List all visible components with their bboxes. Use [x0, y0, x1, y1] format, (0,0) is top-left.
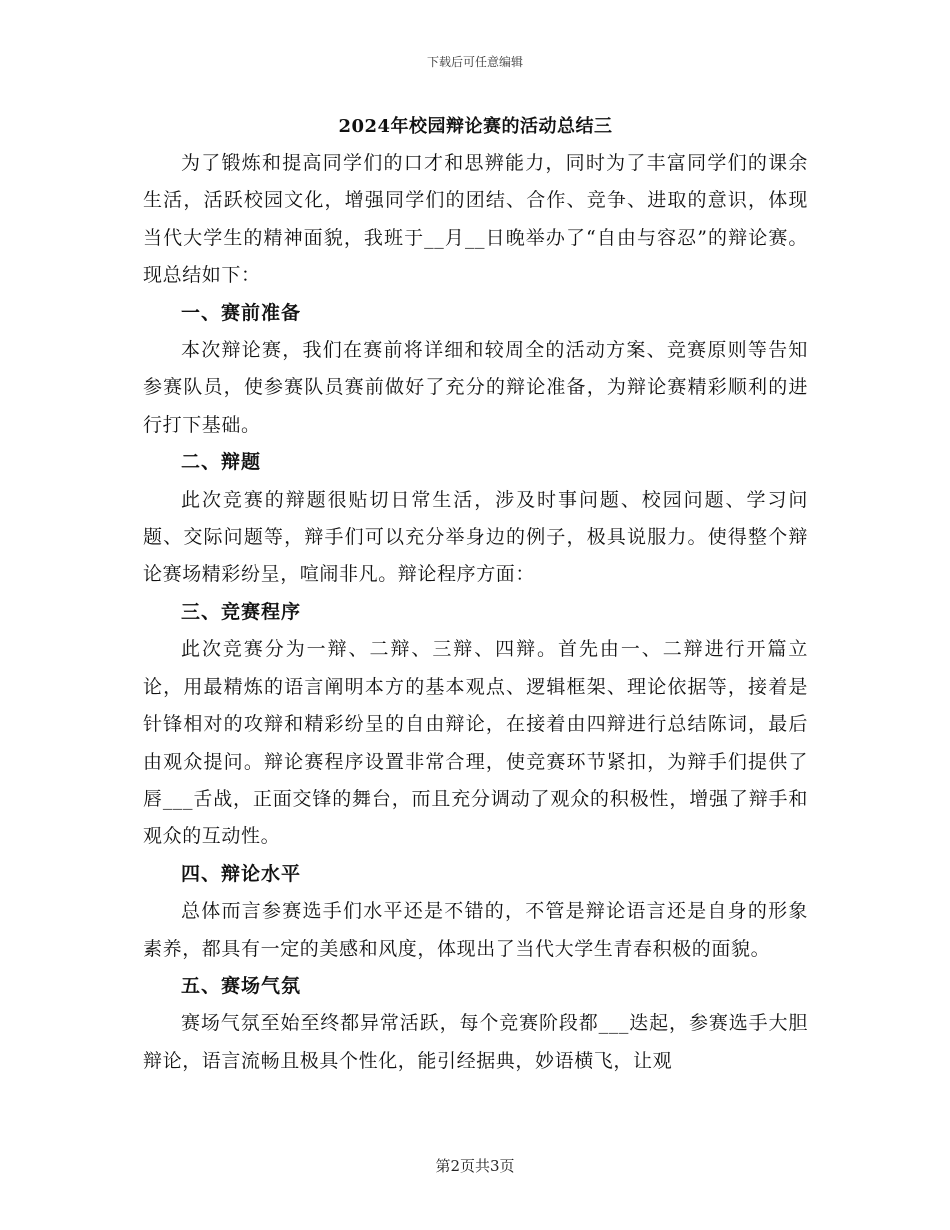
- section-heading-procedure: 三、竞赛程序: [181, 600, 302, 623]
- intro-paragraph: 为了锻炼和提高同学们的口才和思辨能力，同时为了丰富同学们的课余生活，活跃校园文化，增强同学们的团结、合作、竞争、进取的意识，体现当代大学生的精神面貌，我班于__月__日晚举办了“自由与容忍”的辩论赛。现总结如下：: [143, 152, 808, 287]
- section-heading-atmosphere: 五、赛场气氛: [181, 974, 302, 997]
- page-header-note: 下载后可任意编辑: [426, 55, 523, 69]
- section-body-topic: 此次竞赛的辩题很贴切日常生活，涉及时事问题、校园问题、学习问题、交际问题等，辩手们可以充分举身边的例子，极具说服力。使得整个辩论赛场精彩纷呈，喧闹非凡。辩论程序方面：: [143, 488, 808, 586]
- page-number: 第2页共3页: [435, 1157, 515, 1175]
- section-heading-level: 四、辩论水平: [181, 862, 302, 885]
- section-heading-preparation: 一、赛前准备: [181, 301, 302, 324]
- section-body-level: 总体而言参赛选手们水平还是不错的，不管是辩论语言还是自身的形象素养，都具有一定的美感和风度，体现出了当代大学生青春积极的面貌。: [143, 900, 808, 960]
- document-title: 2024年校园辩论赛的活动总结三: [338, 116, 613, 137]
- section-body-preparation: 本次辩论赛，我们在赛前将详细和较周全的活动方案、竞赛原则等告知参赛队员，使参赛队员赛前做好了充分的辩论准备，为辩论赛精彩顺利的进行打下基础。: [143, 339, 808, 436]
- section-body-procedure: 此次竞赛分为一辩、二辩、三辩、四辩。首先由一、二辩进行开篇立论，用最精炼的语言阐明本方的基本观点、逻辑框架、理论依据等，接着是针锋相对的攻辩和精彩纷呈的自由辩论，在接着由四辩进行总结陈词，最后由观众提问。辩论赛程序设置非常合理，使竞赛环节紧扣，为辩手们提供了唇___舌战，正面交锋的舞台，而且充分调动了观众的积极性，增强了辩手和观众的互动性。: [143, 638, 808, 848]
- section-heading-topic: 二、辩题: [181, 451, 262, 474]
- section-body-atmosphere: 赛场气氛至始至终都异常活跃，每个竞赛阶段都___迭起，参赛选手大胆辩论，语言流畅且极具个性化，能引经据典，妙语横飞，让观: [143, 1012, 808, 1072]
- document-body: [143, 112, 808, 1080]
